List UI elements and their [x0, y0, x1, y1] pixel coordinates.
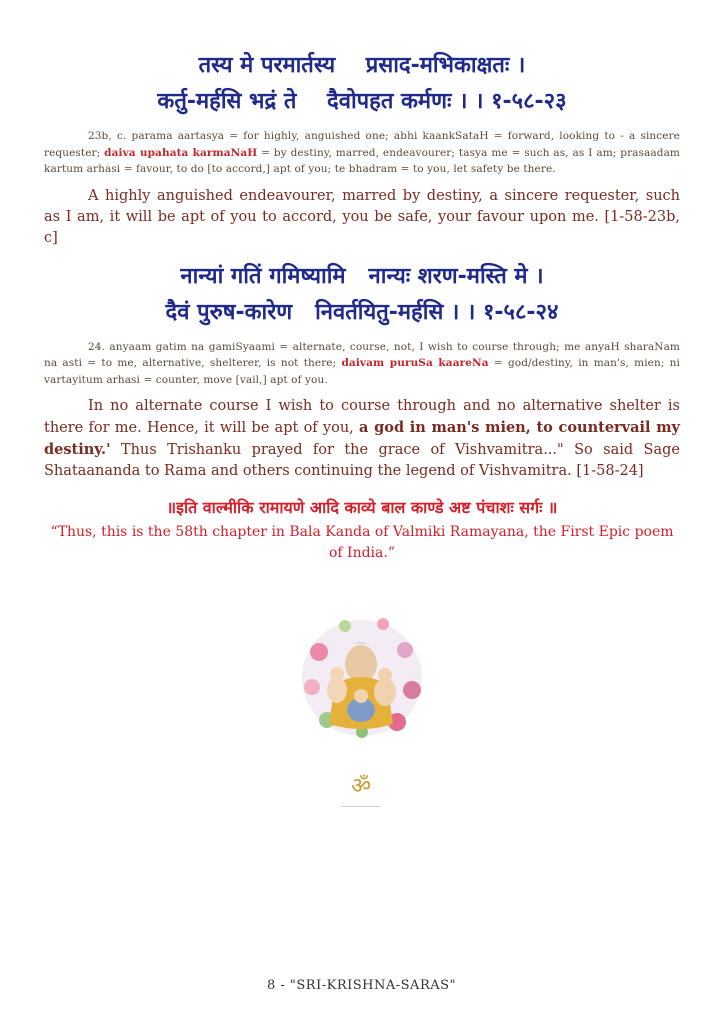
- deity-illustration: [297, 612, 427, 740]
- om-icon: ॐ: [350, 774, 372, 799]
- gloss-24-text-2: = god/destiny, in man's, mien; ni vartayitum arhasi = counter, move [vail,] apt of you.: [44, 357, 680, 386]
- translation-24-text-2: Thus Trishanku prayed for the grace of Vishvamitra..." So said Sage Shataananda to Rama and others continuing the legend of Vishvamitra. [1-58-24]: [44, 442, 680, 479]
- gloss-23b-text-1: 23b, c. parama aartasya = for highly, anguished one; abhi kaankSataH = forward, looking to - a sincere requester;: [44, 130, 680, 159]
- colophon-sanskrit: ॥इति वाल्मीकि रामायणे आदि काव्ये बाल काण्डे अष्ट पंचाशः सर्गः ॥: [166, 498, 558, 517]
- verse-24-line-1: नान्यां गतिं गमिष्यामि नान्यः शरण-मस्ति मे ।: [180, 263, 544, 289]
- gloss-24-text-1: 24. anyaam gatim na gamiSyaami = alternate, course, not, I wish to course through; me anyaH sharaNam na asti = to me, alternative, shelterer, is not there;: [44, 340, 680, 369]
- verse-23b-line-1: तस्य मे परमार्तस्य प्रसाद-मभिकाक्षतः ।: [198, 53, 526, 78]
- gloss-24: [44, 339, 680, 389]
- page-footer: 8 - "SRI-KRISHNA-SARAS": [266, 978, 457, 993]
- translation-24-bold: a god in man's mien, to countervail my destiny.': [44, 419, 680, 458]
- translation-24-text-1: In no alternate course I wish to course through and no alternative shelter is there for me. Hence, it will be apt of you,: [44, 398, 680, 436]
- page-body: [44, 44, 680, 564]
- gloss-23b-text-2: = by destiny, marred, endeavourer; tasya me = such as, as I am; prasaadam kartum arhasi = favour, to do [to accord,] apt of you; te bhadram = to you, let safety be there.: [44, 146, 680, 175]
- divider: [341, 806, 381, 807]
- verse-23b-line-2: कर्तु-मर्हसि भद्रं ते दैवोपहत कर्मणः । । १-५८-२३: [157, 89, 567, 114]
- translation-24: [44, 396, 680, 482]
- gloss-24-highlight: daivam puruSa kaareNa: [341, 357, 489, 369]
- verse-24-line-2: दैवं पुरुष-कारेण निवर्तयितु-मर्हसि । । १-५८-२४: [165, 299, 559, 325]
- translation-23b: A highly anguished endeavourer, marred by destiny, a sincere requester, such as I am, it will be apt of you to accord, you be safe, your favour upon me. [1-58-23b, c]: [44, 187, 680, 246]
- gloss-23b: [44, 128, 680, 178]
- gloss-23b-highlight: daiva upahata karmaNaH: [104, 146, 258, 159]
- colophon-english: “Thus, this is the 58th chapter in Bala Kanda of Valmiki Ramayana, the First Epic poem of India.”: [50, 524, 674, 561]
